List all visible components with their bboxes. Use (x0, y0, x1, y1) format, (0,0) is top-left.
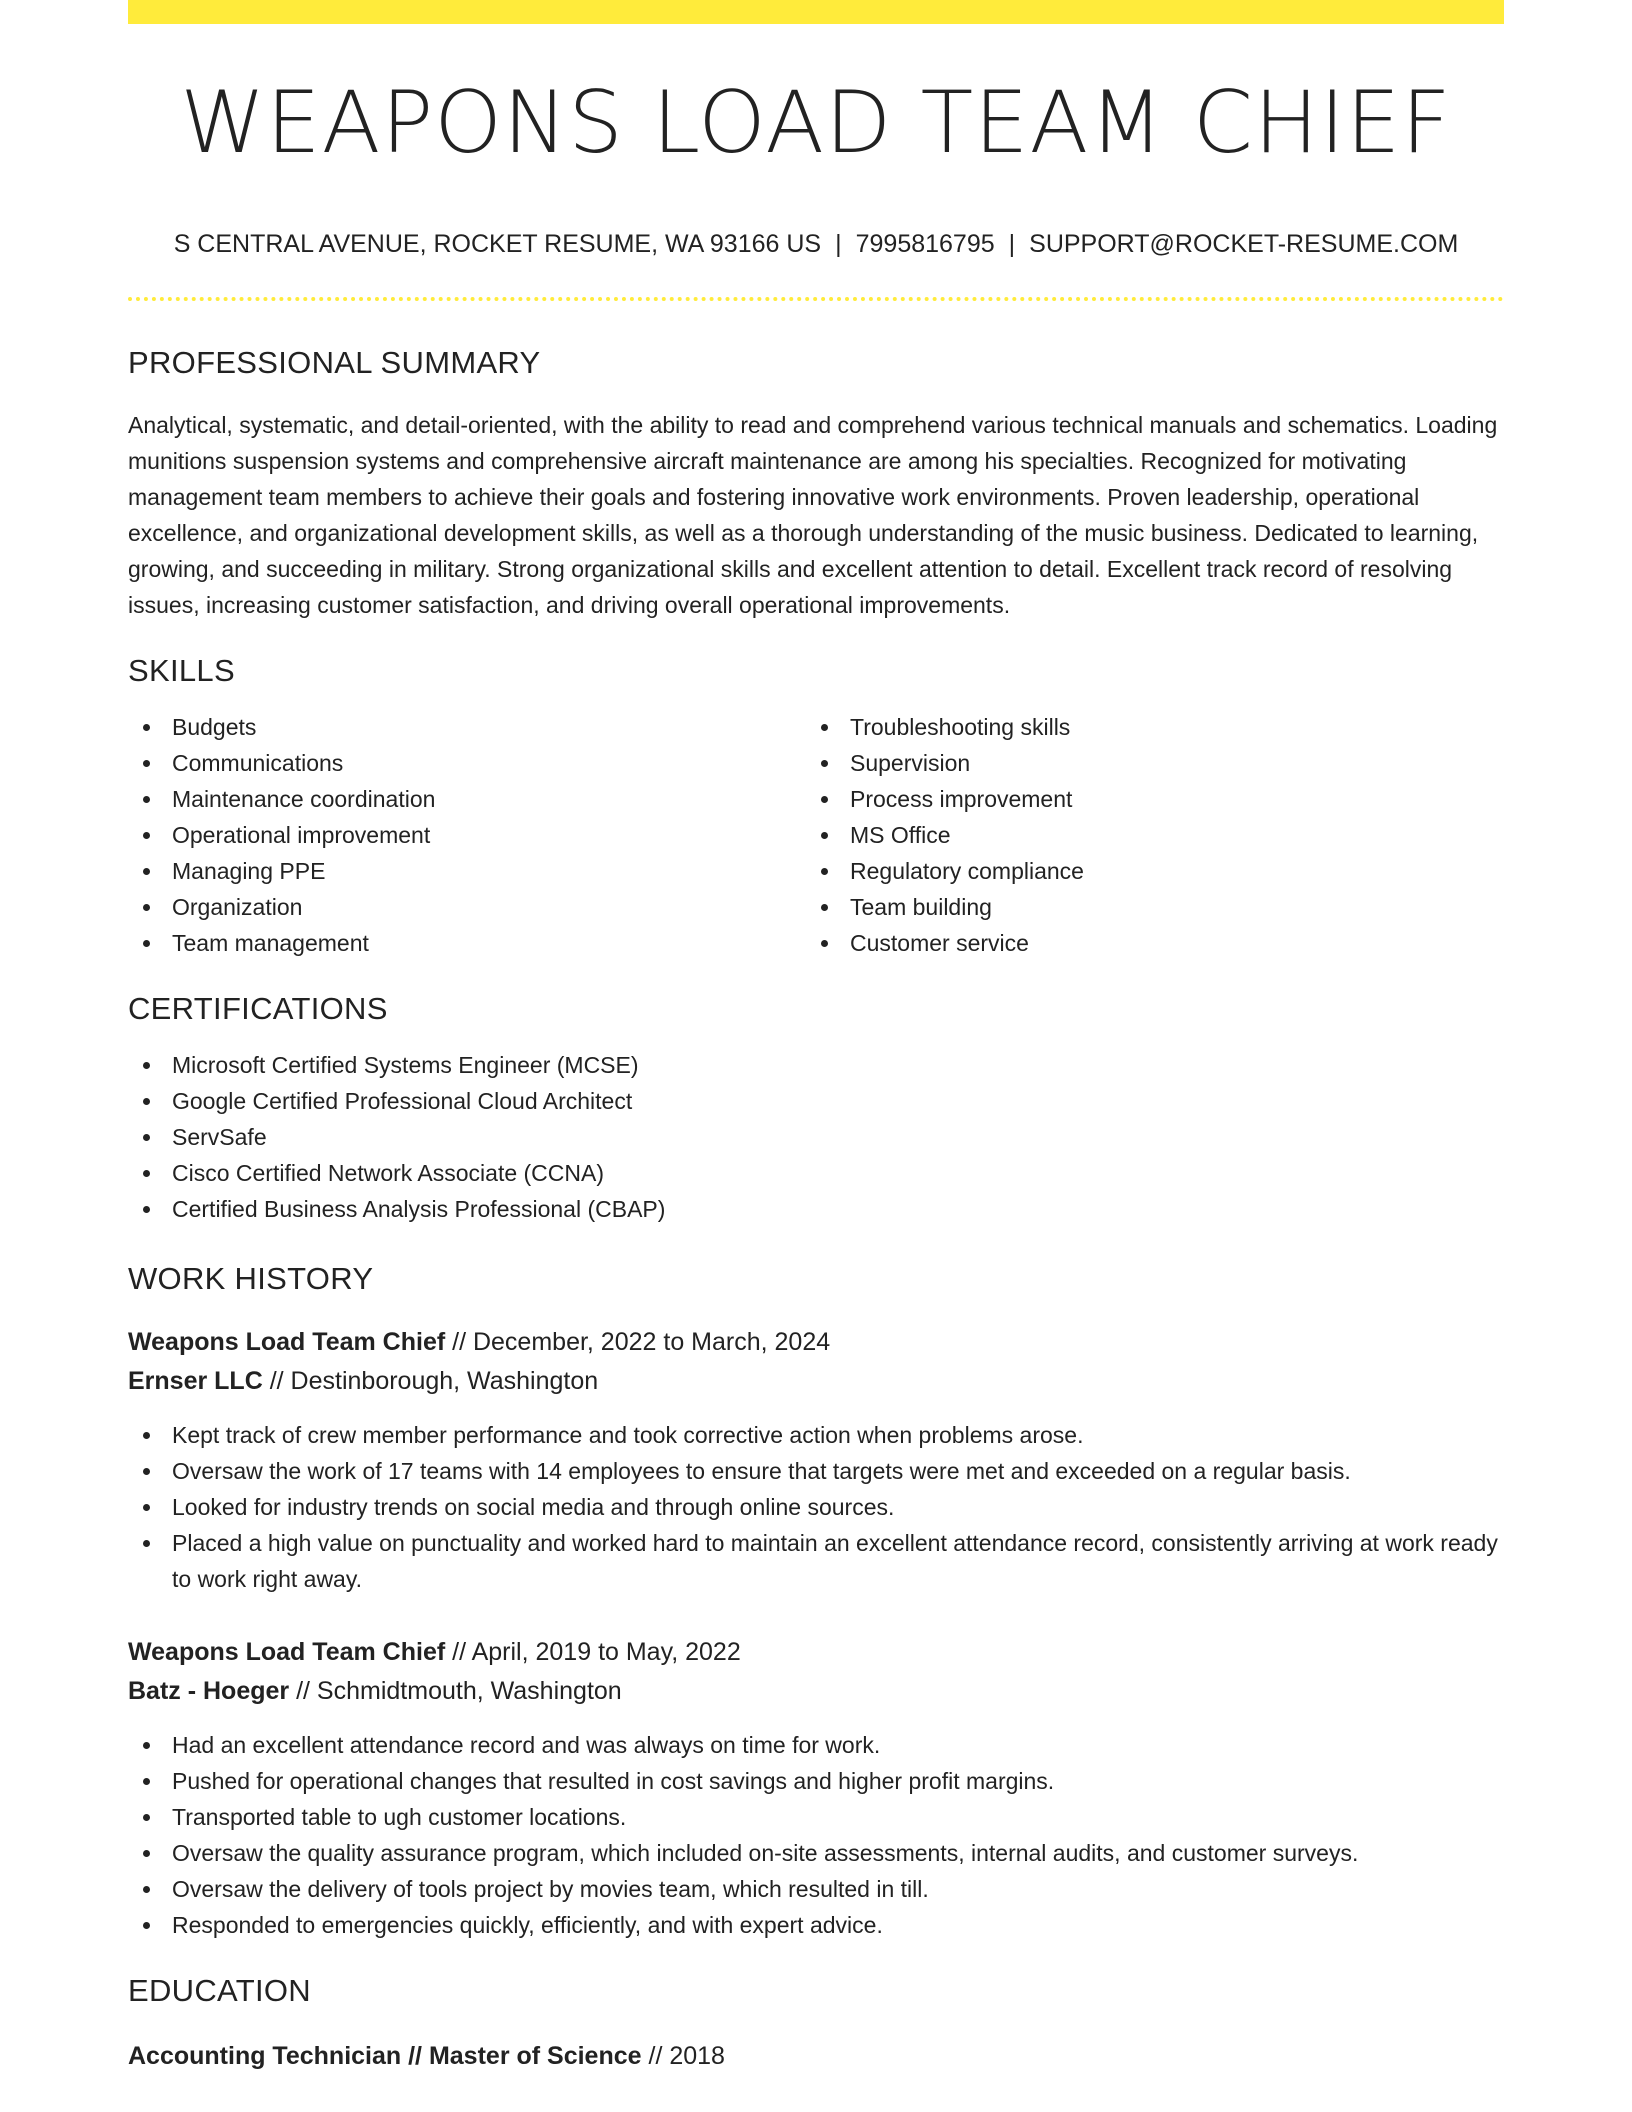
skills-list-left (128, 709, 806, 961)
job-dates: // April, 2019 to May, 2022 (452, 1638, 741, 1666)
education-year: // 2018 (648, 2042, 725, 2070)
job-title-line (128, 1323, 1504, 1362)
certification-item: Cisco Certified Network Associate (CCNA) (128, 1155, 1504, 1191)
job-bullets (128, 1417, 1504, 1597)
header-divider (128, 297, 1504, 301)
job-location: // Schmidtmouth, Washington (296, 1677, 622, 1705)
job-bullet: Transported table to ugh customer locations. (128, 1799, 1504, 1835)
certification-item: Google Certified Professional Cloud Architect (128, 1083, 1504, 1119)
contact-phone: 7995816795 (855, 230, 995, 258)
skill-item: Regulatory compliance (806, 853, 1484, 889)
job-location: // Destinborough, Washington (269, 1367, 599, 1395)
skill-item: Team building (806, 889, 1484, 925)
job-company-line (128, 1672, 1504, 1711)
resume-name: WEAPONS LOAD TEAM CHIEF (180, 73, 1452, 173)
skill-item: Troubleshooting skills (806, 709, 1484, 745)
certification-item: ServSafe (128, 1119, 1504, 1155)
certifications-list (128, 1047, 1504, 1227)
job-bullets (128, 1727, 1504, 1943)
skill-item: Supervision (806, 745, 1484, 781)
skill-item: Customer service (806, 925, 1484, 961)
job-title-line (128, 1633, 1504, 1672)
skill-item: Process improvement (806, 781, 1484, 817)
education-heading: EDUCATION (128, 1973, 311, 2008)
job-bullet: Kept track of crew member performance and took corrective action when problems arose. (128, 1417, 1504, 1453)
job-bullet: Had an excellent attendance record and was always on time for work. (128, 1727, 1504, 1763)
job-bullet: Pushed for operational changes that resulted in cost savings and higher profit margins. (128, 1763, 1504, 1799)
job-bullet: Looked for industry trends on social media and through online sources. (128, 1489, 1504, 1525)
skills-list-right (806, 709, 1484, 961)
skill-item: Managing PPE (128, 853, 806, 889)
contact-email: SUPPORT@ROCKET-RESUME.COM (1029, 230, 1459, 258)
job-bullet: Responded to emergencies quickly, efficiently, and with expert advice. (128, 1907, 1504, 1943)
certification-item: Certified Business Analysis Professional (CBAP) (128, 1191, 1504, 1227)
job-bullet: Oversaw the quality assurance program, which included on-site assessments, internal audits, and customer surveys. (128, 1835, 1504, 1871)
certifications-heading: CERTIFICATIONS (128, 991, 388, 1026)
skill-item: Communications (128, 745, 806, 781)
job-title: Weapons Load Team Chief (128, 1638, 446, 1666)
job-company: Batz - Hoeger (128, 1677, 290, 1705)
resume-page (128, 0, 1504, 2076)
job-dates: // December, 2022 to March, 2024 (452, 1328, 831, 1356)
contact-separator: | (835, 230, 842, 258)
skill-item: Organization (128, 889, 806, 925)
top-accent-bar (128, 0, 1504, 24)
job-entry (128, 1633, 1504, 1943)
contact-address: S CENTRAL AVENUE, ROCKET RESUME, WA 93166 US (173, 230, 822, 258)
contact-separator: | (1008, 230, 1016, 258)
job-entry (128, 1323, 1504, 1597)
skill-item: MS Office (806, 817, 1484, 853)
summary-text: Analytical, systematic, and detail-oriented, with the ability to read and comprehend various technical manuals and schematics. Loading munitions suspension systems and comprehensive aircraft maintenance are among his specialties. Recognized for motivating management team members to achieve their goals and fostering innovative work environments. Proven leadership, operational excellence, and organizational development skills, as well as a thorough understanding of the music business. Dedicated to learning, growing, and succeeding in military. Strong organizational skills and excellent attention to detail. Excellent track record of resolving issues, increasing customer satisfaction, and driving overall operational improvements. (128, 412, 1498, 618)
job-title: Weapons Load Team Chief (128, 1328, 446, 1356)
skill-item: Team management (128, 925, 806, 961)
job-company: Ernser LLC (128, 1367, 263, 1395)
contact-line (128, 230, 1504, 259)
skills-grid (128, 709, 1504, 961)
education-degree: Accounting Technician // Master of Science (128, 2042, 642, 2070)
skill-item: Operational improvement (128, 817, 806, 853)
job-bullet: Oversaw the delivery of tools project by movies team, which resulted in till. (128, 1871, 1504, 1907)
job-bullet: Oversaw the work of 17 teams with 14 employees to ensure that targets were met and exceeded on a regular basis. (128, 1453, 1504, 1489)
summary-heading: PROFESSIONAL SUMMARY (128, 345, 541, 380)
certification-item: Microsoft Certified Systems Engineer (MCSE) (128, 1047, 1504, 1083)
education-entry (128, 2037, 1504, 2076)
skill-item: Maintenance coordination (128, 781, 806, 817)
skill-item: Budgets (128, 709, 806, 745)
work-history-heading: WORK HISTORY (128, 1261, 374, 1296)
skills-heading: SKILLS (128, 653, 235, 688)
job-bullet: Placed a high value on punctuality and worked hard to maintain an excellent attendance record, consistently arriving at work ready to work right away. (128, 1525, 1504, 1597)
job-company-line (128, 1362, 1504, 1401)
